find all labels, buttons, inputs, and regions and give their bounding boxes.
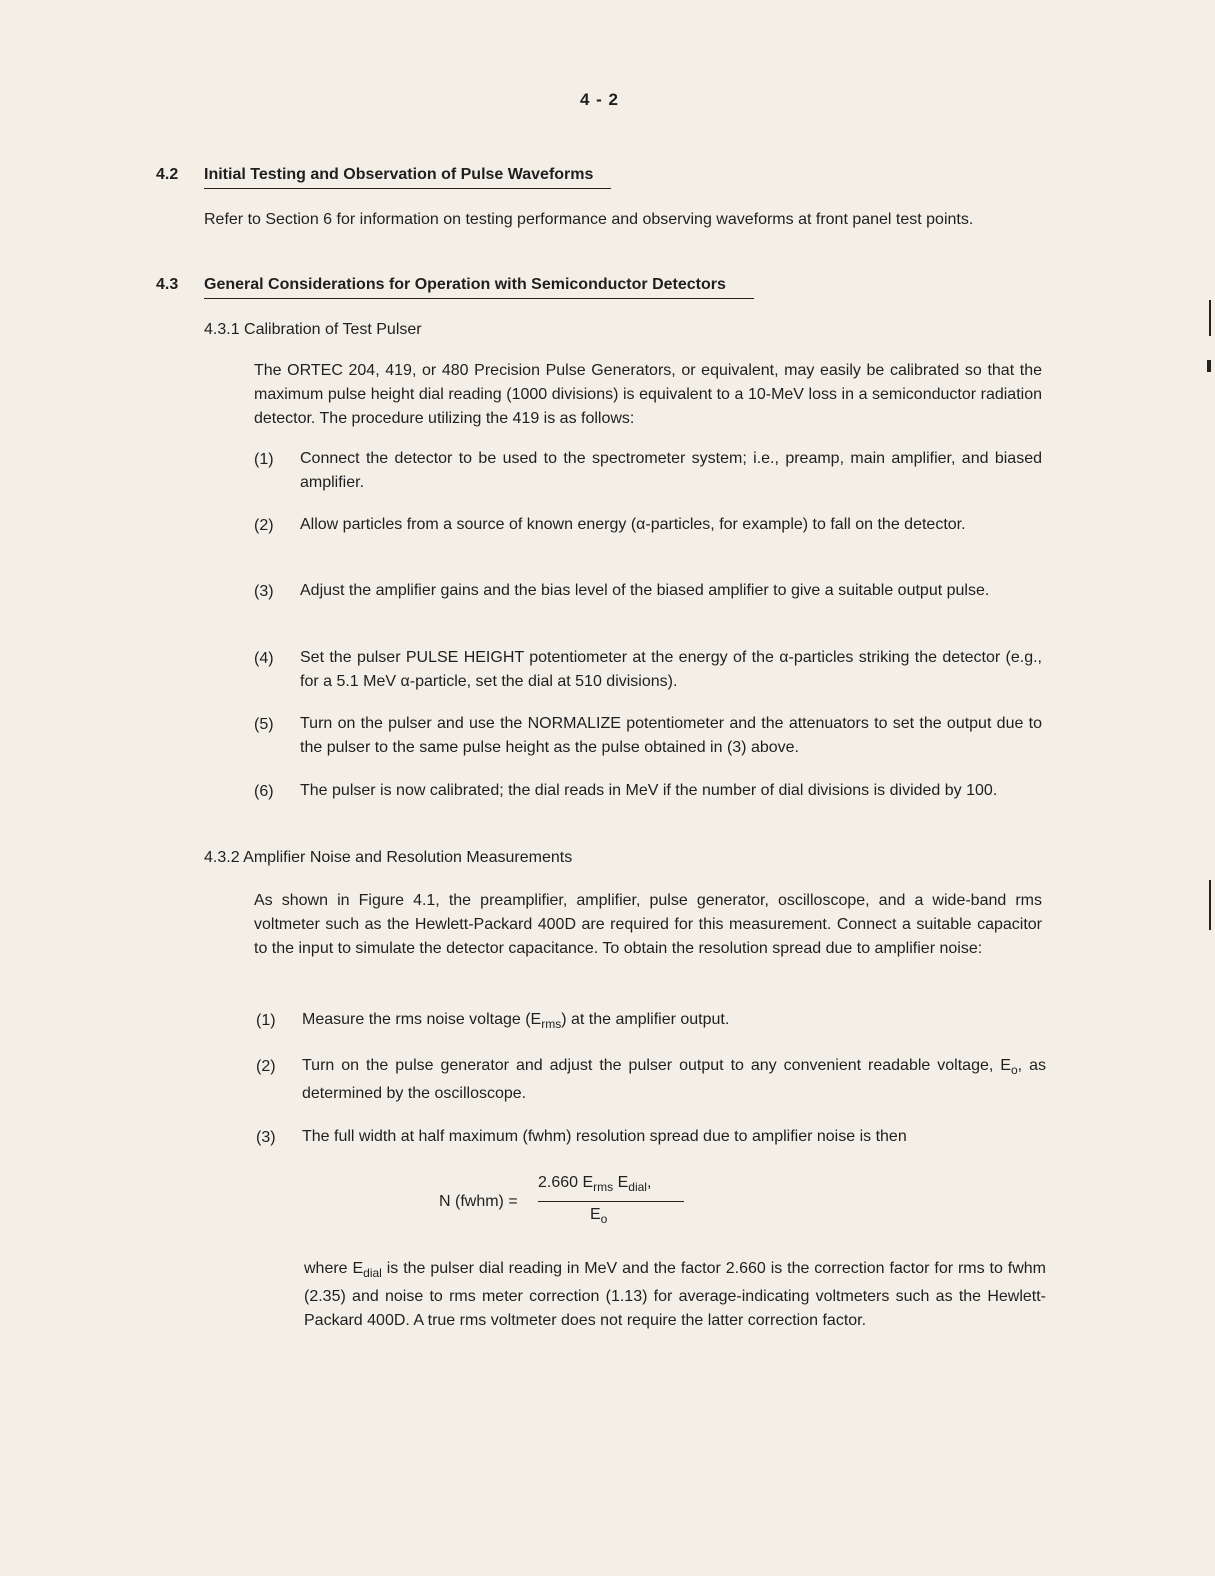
step-number: (3)	[256, 1129, 276, 1146]
step-number: (6)	[254, 783, 274, 800]
section-4-2-text: Refer to Section 6 for information on testing performance and observing waveforms at front panel test points.	[204, 211, 974, 228]
step-number: (1)	[254, 451, 274, 468]
section-4-3-number: 4.3	[156, 276, 179, 293]
section-4-2-title: Initial Testing and Observation of Pulse Waveforms	[204, 166, 594, 183]
step-number: (4)	[254, 650, 274, 667]
subsection-4-3-1-intro: The ORTEC 204, 419, or 480 Precision Pulse Generators, or equivalent, may easily be calibrated so that the maximum pulse height dial reading (1000 divisions) is equivalent to a 10-MeV loss in a semiconductor radiation detector. The procedure utilizing the 419 is as follows:	[254, 362, 1042, 427]
formula-numerator: 2.660 $E_{rms}$ $E_{dial}$,	[538, 1174, 652, 1195]
formula-lhs: N (fwhm) =	[439, 1193, 518, 1210]
formula-denominator: $E_o$	[590, 1206, 608, 1227]
section-4-2-number: 4.2	[156, 166, 179, 183]
calibration-step-5: Turn on the pulser and use the NORMALIZE potentiometer and the attenuators to set the output due to the pulser to the same pulse height as the pulse obtained in (3) above.	[300, 715, 1042, 756]
subsection-4-3-2-heading: 4.3.2 Amplifier Noise and Resolution Measurements	[204, 849, 573, 866]
section-4-3-title: General Considerations for Operation with Semiconductor Detectors	[204, 276, 726, 293]
formula-fraction-bar	[538, 1201, 684, 1202]
calibration-step-1: Connect the detector to be used to the spectrometer system; i.e., preamp, main amplifier, and biased amplifier.	[300, 450, 1042, 491]
calibration-step-6: The pulser is now calibrated; the dial reads in MeV if the number of dial divisions is divided by 100.	[300, 782, 998, 799]
noise-step-1: Measure the rms noise voltage $(E_{rms})$ at the amplifier output.	[302, 1011, 730, 1032]
subsection-4-3-2-intro: As shown in Figure 4.1, the preamplifier, amplifier, pulse generator, oscilloscope, and a wide-band rms voltmeter such as the Hewlett-Packard 400D are required for this measurement. Connect a suitable capacitor to the input to simulate the detector capacitance. To obtain the resolution spread due to amplifier noise:	[254, 892, 1042, 957]
formula-explanation: where $E_{dial}$ is the pulser dial reading in MeV and the factor 2.660 is the correction factor for rms to fwhm (2.35) and noise to rms meter correction (1.13) for average-indicating voltmeters such as the Hewlett-Packard 400D. A true rms voltmeter does not require the latter correction factor.	[304, 1260, 1046, 1330]
subsection-4-3-1-heading: 4.3.1 Calibration of Test Pulser	[204, 321, 422, 338]
calibration-step-4: Set the pulser PULSE HEIGHT potentiometer at the energy of the α-particles striking the detector (e.g., for a 5.1 MeV α-particle, set the dial at 510 divisions).	[300, 649, 1042, 690]
page-number: 4 - 2	[580, 90, 620, 109]
scan-edge-mark	[1209, 300, 1211, 336]
section-4-2-underline	[204, 188, 611, 189]
noise-step-3: The full width at half maximum (fwhm) resolution spread due to amplifier noise is then	[302, 1128, 907, 1145]
scan-edge-mark	[1207, 360, 1211, 372]
calibration-step-2: Allow particles from a source of known energy (α-particles, for example) to fall on the detector.	[300, 516, 966, 533]
step-number: (2)	[256, 1058, 276, 1075]
noise-step-2: Turn on the pulse generator and adjust the pulser output to any convenient readable voltage, $E_o$, as determined by the oscilloscope.	[302, 1057, 1046, 1103]
step-number: (3)	[254, 583, 274, 600]
step-number: (2)	[254, 517, 274, 534]
calibration-step-3: Adjust the amplifier gains and the bias level of the biased amplifier to give a suitable output pulse.	[300, 582, 990, 599]
section-4-3-underline	[204, 298, 754, 299]
step-number: (5)	[254, 716, 274, 733]
step-number: (1)	[256, 1012, 276, 1029]
scan-edge-mark	[1209, 880, 1211, 930]
